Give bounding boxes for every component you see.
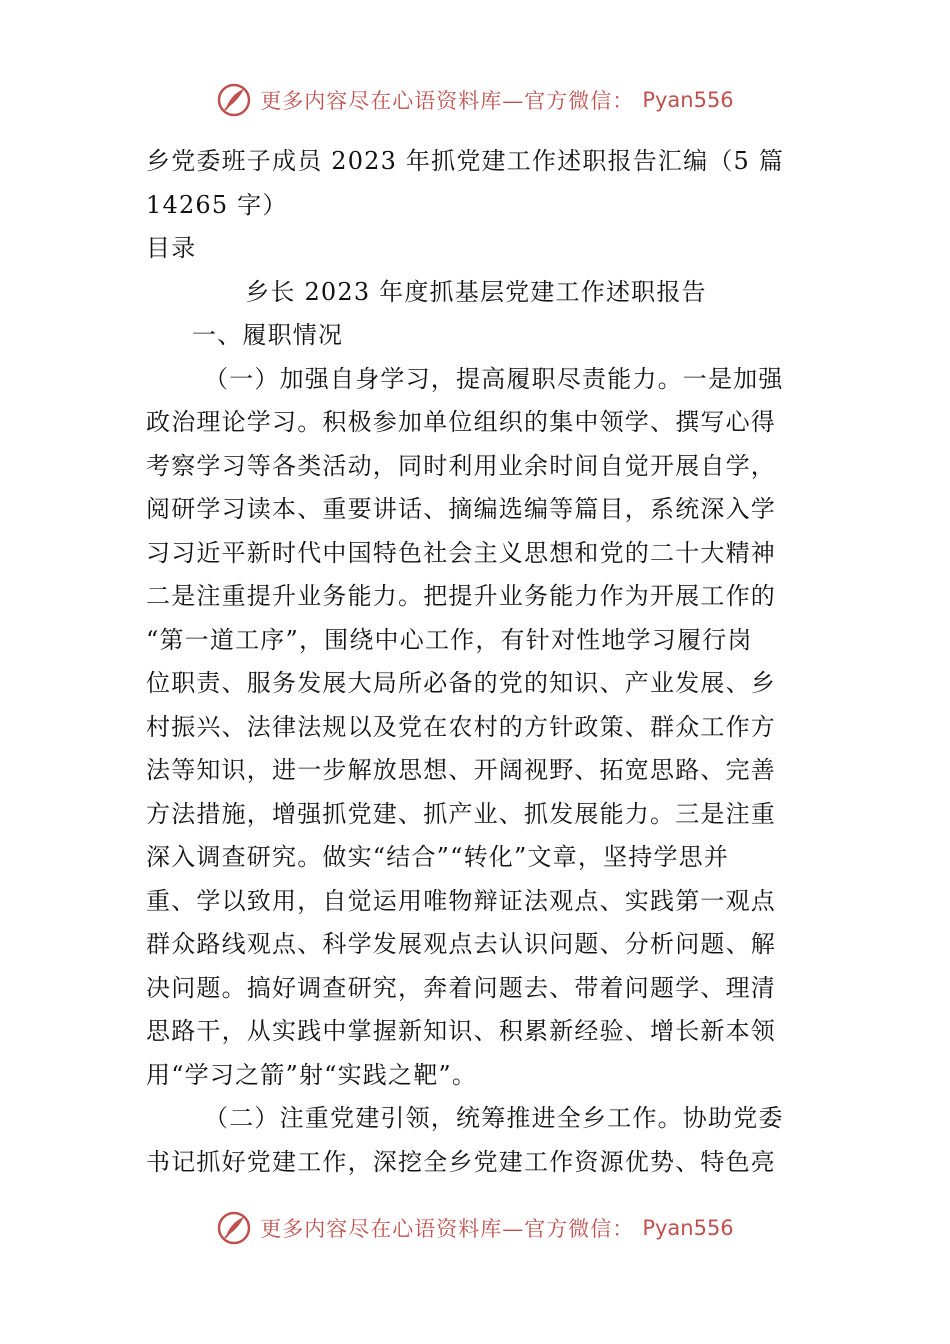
para1-line: 法等知识，进一步解放思想、开阔视野、拓宽思路、完善 xyxy=(146,756,776,784)
quill-logo-icon xyxy=(216,82,252,118)
document-body xyxy=(146,140,806,1184)
footer-banner xyxy=(0,1206,950,1250)
para1-line: 村振兴、法律法规以及党在农村的方针政策、群众工作方 xyxy=(146,712,776,741)
para1-line: 思路干，从实践中掌握新知识、积累新经验、增长新本领 xyxy=(146,1017,776,1045)
para1-line: 考察学习等各类活动，同时利用业余时间自觉开展自学， xyxy=(146,451,776,480)
header-banner xyxy=(0,78,950,122)
para2-line: （二）注重党建引领，统筹推进全乡工作。协助党委 xyxy=(204,1104,784,1132)
para1-line: 方法措施，增强抓党建、抓产业、抓发展能力。三是注重 xyxy=(146,799,776,828)
para1-line: 政治理论学习。积极参加单位组织的集中领学、撰写心得 xyxy=(146,408,776,436)
para2-line: 书记抓好党建工作，深挖全乡党建工作资源优势、特色亮 xyxy=(146,1147,776,1176)
para1-line: 阅研学习读本、重要讲话、摘编选编等篇目，系统深入学 xyxy=(146,495,776,523)
para1-line: 重、学以致用，自觉运用唯物辩证法观点、实践第一观点 xyxy=(146,886,776,915)
doc-title-line-2: 14265 字） xyxy=(146,190,288,219)
banner-text: 更多内容尽在心语资料库—官方微信： xyxy=(260,1217,635,1241)
para1-line: （一）加强自身学习，提高履职尽责能力。一是加强 xyxy=(204,364,784,393)
para1-line: 习习近平新时代中国特色社会主义思想和党的二十大精神 xyxy=(146,538,776,567)
para1-line: 用“学习之箭”射“实践之靶”。 xyxy=(146,1060,478,1089)
para1-line: 深入调查研究。做实“结合”“转化”文章，坚持学思并 xyxy=(146,843,730,871)
banner-wechat-id: Pyan556 xyxy=(642,88,734,112)
quill-logo-icon xyxy=(216,1210,252,1246)
para1-line: 群众路线观点、科学发展观点去认识问题、分析问题、解 xyxy=(146,930,776,958)
toc-label: 目录 xyxy=(146,234,197,262)
para1-line: 决问题。搞好调查研究，奔着问题去、带着问题学、理清 xyxy=(146,973,776,1002)
banner-wechat-id: Pyan556 xyxy=(642,1216,734,1240)
para1-line: “第一道工序”，围绕中心工作，有针对性地学习履行岗 xyxy=(146,625,753,654)
para1-line: 位职责、服务发展大局所必备的党的知识、产业发展、乡 xyxy=(146,669,776,697)
banner-text: 更多内容尽在心语资料库—官方微信： xyxy=(260,89,635,113)
doc-title-line-1: 乡党委班子成员 2023 年抓党建工作述职报告汇编（5 篇 xyxy=(146,147,785,175)
section-heading: 一、履职情况 xyxy=(192,321,344,349)
report-title: 乡长 2023 年度抓基层党建工作述职报告 xyxy=(245,277,707,306)
para1-line: 二是注重提升业务能力。把提升业务能力作为开展工作的 xyxy=(146,582,776,610)
